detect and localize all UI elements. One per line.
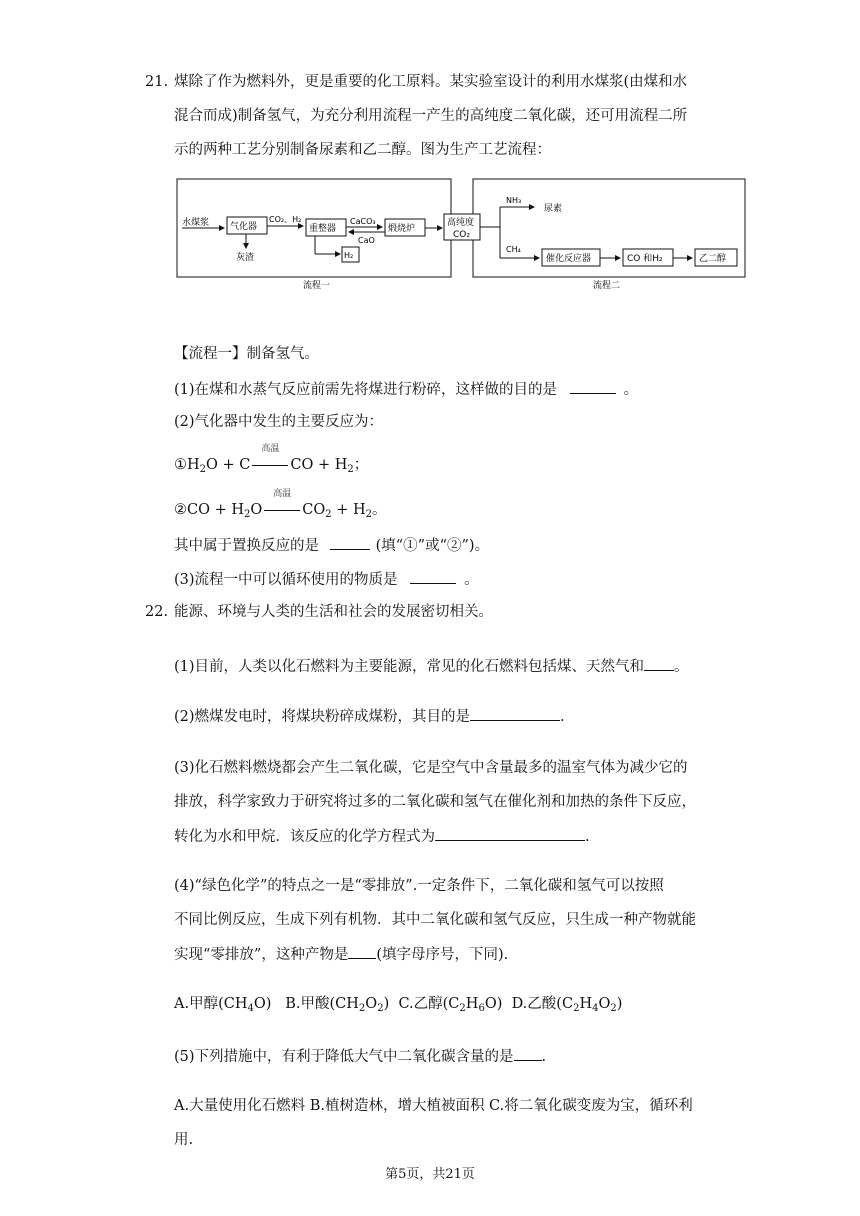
co-h2-label: CO 和H₂ (627, 254, 663, 264)
option-a: A.甲醇$(CH_4O)$ (174, 996, 272, 1014)
question-text: 能源、环境与人类的生活和社会的发展密切相关。 (174, 604, 493, 620)
sub-question-5 (174, 1046, 546, 1067)
hp-co2-label-1: 高纯度 (447, 218, 475, 228)
sub-question-2 (174, 706, 565, 727)
question-text: 煤除了作为燃料外，更是重要的化工原料。某实验室设计的利用水煤浆(由煤和水 (174, 74, 688, 90)
answer-blank[interactable] (570, 379, 616, 394)
answer-blank[interactable] (330, 535, 370, 550)
punctuation: 。 (464, 572, 479, 588)
slurry-label: 水煤浆 (182, 218, 210, 228)
reaction-mark: ① (174, 457, 187, 473)
punctuation: 。 (623, 382, 639, 398)
punctuation: 。 (674, 659, 689, 675)
sub-question-4-text: 不同比例反应，生成下列有机物．其中二氧化碳和氢气反应，只生成一种产物就能 (174, 912, 696, 928)
answer-blank[interactable] (470, 706, 560, 721)
option-b: B.甲酸$(CH_2O_2)$ (285, 996, 390, 1014)
sub-question-text: 实现“零排放”，这种产物是 (174, 947, 349, 963)
ch4-label: CH₄ (506, 245, 521, 254)
sub-question-4-last (174, 944, 508, 965)
sub-question-text: (1)在煤和水蒸气反应前需先将煤进行粉碎，这样做的目的是 (174, 382, 558, 398)
urea-label: 尿素 (544, 204, 563, 214)
sub-question-3 (174, 569, 479, 590)
section-title: 【流程一】制备氢气。 (174, 346, 319, 362)
sub-question-4-options (174, 994, 622, 1014)
reaction-condition: 高温 (273, 489, 292, 499)
sub-question-5-options: A.大量使用化石燃料 B.植树造林，增大植被面积 C.将二氧化碳变废为宝，循环利 (174, 1098, 693, 1114)
ash-label: 灰渣 (236, 253, 255, 263)
punctuation: 。 (372, 502, 387, 518)
option-d: D.乙酸$(C_2H_4O_2)$ (511, 996, 623, 1014)
caco3-label: CaCO₃ (350, 217, 376, 226)
sub-question-3-text: 排放，科学家致力于研究将过多的二氧化碳和氢气在催化剂和加热的条件下反应， (174, 794, 696, 810)
sub-question-text: (1)目前，人类以化石燃料为主要能源，常见的化石燃料包括煤、天然气和 (174, 659, 645, 675)
sub-question-text: (5)下列措施中，有利于降低大气中二氧化碳含量的是 (174, 1049, 514, 1065)
reaction-2: ②CO + $H_2O$ 高温 $CO_2 + H_2$。 (174, 500, 387, 520)
cao-label: CaO (358, 236, 375, 245)
reaction-mark: ② (174, 502, 187, 518)
sub-question-3-last (174, 826, 590, 847)
punctuation: . (585, 829, 590, 845)
answer-blank[interactable] (410, 569, 456, 584)
answer-blank[interactable] (348, 944, 376, 959)
sub-question-text: (3)流程一中可以循环使用的物质是 (174, 572, 398, 588)
hp-co2-label-2: CO₂ (453, 230, 470, 240)
question-text: 混合而成)制备氢气，为充分利用流程一产生的高纯度二氧化碳，还可用流程二所 (174, 108, 688, 124)
calciner-label: 煅烧炉 (388, 224, 416, 234)
sub-question-2: (2)气化器中发生的主要反应为： (174, 414, 384, 430)
reformer-label: 重整器 (309, 224, 337, 234)
flow-one-caption: 流程一 (303, 281, 331, 291)
nh3-label: NH₃ (506, 196, 522, 205)
sub-question-text: (填“①”或“②”)。 (375, 538, 490, 554)
answer-blank[interactable] (435, 826, 585, 841)
punctuation: . (560, 709, 565, 725)
catalytic-reactor-label: 催化反应器 (546, 254, 592, 264)
sub-question-5-options: 用. (174, 1132, 194, 1148)
punctuation: ； (353, 457, 369, 473)
sub-question-3-text: (3)化石燃料燃烧都会产生二氧化碳，它是空气中含量最多的温室气体为减少它的 (174, 760, 688, 776)
reaction-condition: 高温 (261, 444, 280, 454)
punctuation: . (541, 1049, 547, 1065)
co2-h2-label: CO₂、H₂ (269, 215, 302, 224)
question-number: 22. (145, 604, 169, 620)
process-flow-diagram (170, 172, 750, 294)
gasifier-label: 气化器 (230, 222, 258, 232)
option-c: C.乙醇$(C_2H_6O)$ (398, 996, 503, 1014)
sub-question-text: (2)燃煤发电时，将煤块粉碎成煤粉，其目的是 (174, 709, 471, 725)
sub-question-text: (填字母序号，下同). (376, 947, 509, 963)
answer-blank[interactable] (514, 1046, 542, 1061)
h2-label: H₂ (344, 251, 354, 260)
sub-question-text: 转化为水和甲烷．该反应的化学方程式为 (174, 829, 435, 845)
reaction-1: $①H_2O + C$ 高温 CO + $H_2$； (174, 455, 368, 475)
sub-question-4-text: (4)“绿色化学”的特点之一是“零排放”.一定条件下，二氧化碳和氢气可以按照 (174, 878, 664, 894)
question-text: 示的两种工艺分别制备尿素和乙二醇。图为生产工艺流程： (174, 142, 551, 158)
sub-question-1 (174, 656, 689, 677)
question-number: 21. (145, 74, 169, 90)
sub-question-1 (174, 379, 638, 400)
sub-question-2-ask (174, 535, 489, 556)
answer-blank[interactable] (644, 656, 674, 671)
glycol-label: 乙二醇 (699, 254, 727, 264)
flow-two-caption: 流程二 (593, 281, 621, 291)
sub-question-text: 其中属于置换反应的是 (174, 538, 319, 554)
page-footer: 第5页，共21页 (385, 1167, 475, 1182)
